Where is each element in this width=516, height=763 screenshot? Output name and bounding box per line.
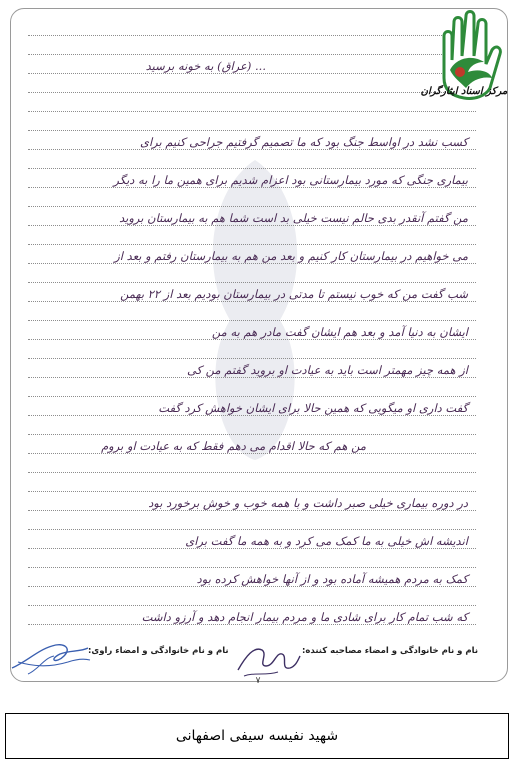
- ruled-line: [28, 35, 476, 36]
- page-number: ۷: [255, 676, 261, 686]
- ruled-line: [28, 225, 476, 226]
- ruled-line: [28, 510, 476, 511]
- ruled-line: [28, 301, 476, 302]
- ruled-line: [28, 244, 476, 245]
- ruled-line: [28, 130, 476, 131]
- ruled-line: [28, 491, 476, 492]
- ruled-line: [28, 586, 476, 587]
- ruled-line: [28, 434, 476, 435]
- ruled-line: [28, 111, 476, 112]
- ruled-line: [28, 92, 476, 93]
- ruled-line: [28, 415, 476, 416]
- interviewer-signature-label: نام و نام خانوادگی و امضاء مصاحبه کننده:: [302, 646, 479, 656]
- ruled-line: [28, 54, 476, 55]
- narrator-signature: [8, 632, 94, 678]
- ruled-line: [28, 339, 476, 340]
- ruled-line: [28, 548, 476, 549]
- ruled-line: [28, 396, 476, 397]
- handwritten-line: اندیشه اش خیلی به ما کمک می کرد و به همه ما گفت برای: [185, 534, 468, 548]
- handwritten-line: می خواهیم در بیمارستان کار کنیم و بعد من هم به بیمارستان رفتم و بعد از: [114, 249, 468, 263]
- handwritten-line: ایشان به دنیا آمد و بعد هم ایشان گفت مادر هم به من: [211, 325, 468, 339]
- handwritten-line: که شب تمام کار برای شادی ما و مردم بیمار انجام دهد و آرزو داشت: [141, 610, 468, 624]
- ruled-line: [28, 605, 476, 606]
- handwritten-line: در دوره بیماری خیلی صبر داشت و با همه خوب و خوش برخورد بود: [148, 496, 468, 510]
- ruled-line: [28, 377, 476, 378]
- ruled-line: [28, 73, 476, 74]
- ruled-line: [28, 472, 476, 473]
- handwritten-line: کمک به مردم همیشه آماده بود و از آنها خواهش کرده بود: [196, 572, 468, 586]
- ruled-line: [28, 282, 476, 283]
- caption-text: شهید نفیسه سیفی اصفهانی: [175, 728, 339, 744]
- handwritten-line: کسب نشد در اواسط جنگ بود که ما تصمیم گرفتیم جراحی کنیم برای: [139, 135, 468, 149]
- handwritten-line: بیماری جنگی که مورد بیمارستانی بود اعزام شدیم برای همین ما را به دیگر: [113, 173, 468, 187]
- handwritten-line: گفت داری او میگویی که همین حالا برای ایشان خواهش کرد گفت: [158, 401, 468, 415]
- handwritten-line: شب گفت من که خوب نیستم تا مدتی در بیمارستان بودیم بعد از ۲۲ بهمن: [120, 287, 468, 301]
- narrator-signature-label: نام و نام خانوادگی و امضاء راوی:: [88, 646, 229, 656]
- ruled-line: [28, 320, 476, 321]
- ruled-line: [28, 149, 476, 150]
- ruled-line: [28, 624, 476, 625]
- watermark-emblem-icon: [170, 150, 340, 470]
- ruled-line: [28, 567, 476, 568]
- ruled-line: [28, 206, 476, 207]
- ruled-line: [28, 358, 476, 359]
- handwritten-line: از همه چیز مهمتر است باید به عیادت او بروید گفتم من کی: [186, 363, 468, 377]
- logo-text: مرکز اسناد ایثارگران: [420, 86, 508, 97]
- ruled-line: [28, 529, 476, 530]
- handwritten-line: من هم که حالا اقدام می دهم فقط که به عیادت او بروم: [101, 439, 366, 453]
- handwritten-line: ... (عراق) به خونه برسید: [145, 59, 266, 73]
- caption-box: [5, 713, 509, 759]
- ruled-line: [28, 168, 476, 169]
- ruled-line: [28, 453, 476, 454]
- ruled-line: [28, 263, 476, 264]
- ruled-line: [28, 187, 476, 188]
- handwritten-line: من گفتم آنقدر بدی حالم نیست خیلی بد است شما هم به بیمارستان بروید: [119, 211, 468, 225]
